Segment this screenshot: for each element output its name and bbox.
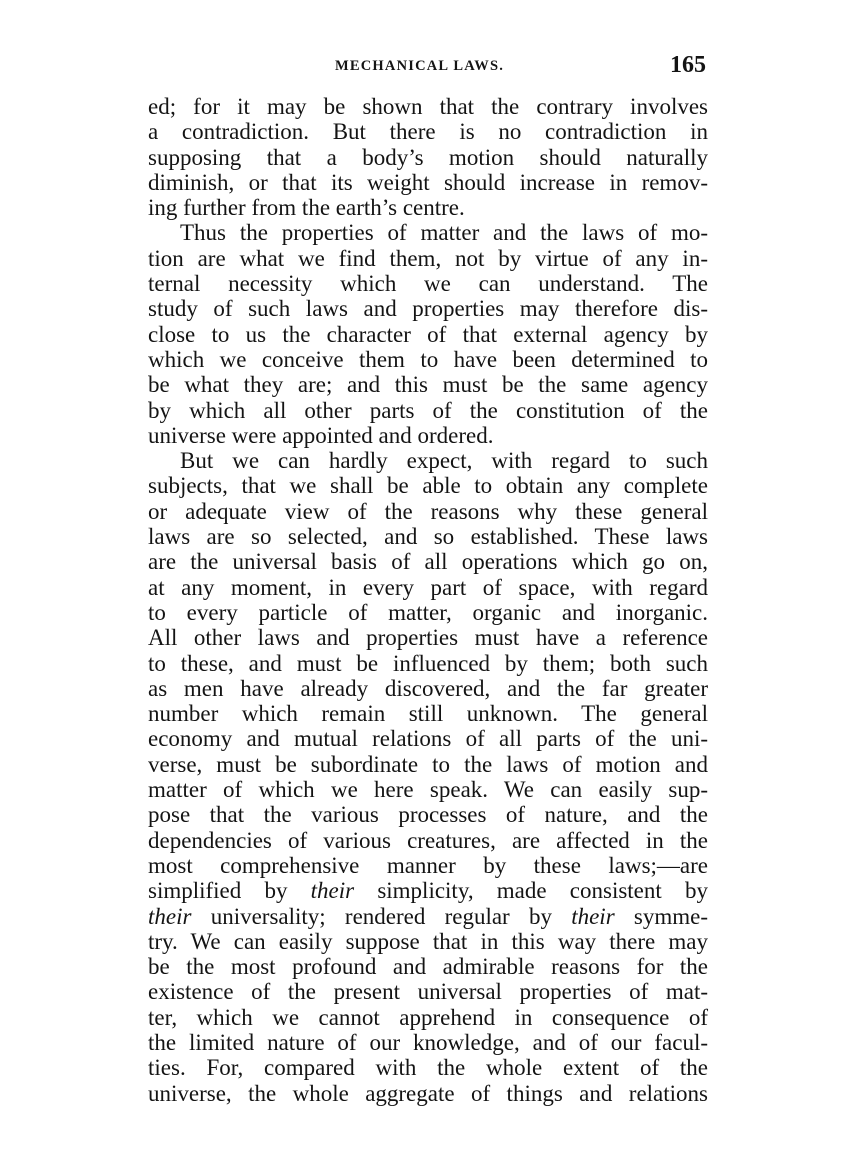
italic-run: their [571,903,615,929]
text-run: supposing that a body’s motion should naturally [148,144,708,170]
text-line [148,145,708,170]
text-line [148,575,708,600]
text-run: economy and mutual relations of all parts of the uni- [148,726,708,752]
text-run: try. We can easily suppose that in this way there may [148,928,708,954]
text-line [148,322,708,347]
text-line [148,549,708,574]
text-line [148,726,708,751]
italic-run: their [310,878,355,904]
text-line [148,473,708,498]
running-title: MECHANICAL LAWS. [335,58,505,74]
paragraph-start-line [148,448,708,473]
text-run: Thus the properties of matter and the laws of mo- [180,220,708,246]
text-run: existence of the present universal properties of mat- [148,979,708,1005]
text-run: most comprehensive manner by these laws;—are [148,852,708,878]
text-run: simplified by [148,878,311,904]
paragraph-end-line [148,195,708,220]
text-run: ternal necessity which we can understand. The [148,271,708,297]
text-run: the limited nature of our knowledge, and of our facul- [148,1029,708,1055]
text-run: verse, must be subordinate to the laws of motion and [148,751,708,777]
text-line [148,752,708,777]
text-line [148,777,708,802]
text-line [148,878,708,903]
text-line [148,1055,708,1080]
text-run: symme- [614,903,708,929]
text-run: pose that the various processes of nature, and the [148,802,708,828]
text-line [148,296,708,321]
text-line [148,676,708,701]
text-run: universality; rendered regular by [191,903,572,929]
paragraph-start-line [148,220,708,245]
text-run: ed; for it may be shown that the contrary involves [148,94,708,119]
text-line [148,802,708,827]
text-line [148,979,708,1004]
text-run: be what they are; and this must be the same agency [148,372,708,398]
text-line [148,499,708,524]
text-run: or adequate view of the reasons why these general [148,498,708,524]
text-line [148,398,708,423]
text-run: universe were appointed and ordered. [148,422,494,448]
text-run: which we conceive them to have been determined to [148,346,708,372]
text-run: ing further from the earth’s centre. [148,195,465,221]
text-run: matter of which we here speak. We can easily sup- [148,777,708,803]
text-run: as men have already discovered, and the far greater [148,675,708,701]
text-line [148,600,708,625]
text-line [148,94,708,119]
text-run: simplicity, made consistent by [354,878,708,904]
text-line [148,1030,708,1055]
text-run: a contradiction. But there is no contradiction in [148,119,708,145]
text-line [148,347,708,372]
text-run: number which remain still unknown. The general [148,701,708,727]
text-line [148,828,708,853]
text-line [148,954,708,979]
text-line [148,246,708,271]
text-run: All other laws and properties must have a reference [148,625,708,651]
text-run: at any moment, in every part of space, with regard [148,574,708,600]
text-run: by which all other parts of the constitution of the [148,397,708,423]
italic-run: their [148,903,192,929]
paragraph-end-line [148,423,708,448]
text-line [148,929,708,954]
text-line [148,372,708,397]
text-run: ter, which we cannot apprehend in consequence of [148,1004,708,1030]
text-run: laws are so selected, and so established. These laws [148,524,708,550]
text-run: to every particle of matter, organic and inorganic. [148,599,708,625]
text-run: to these, and must be influenced by them; both such [148,650,708,676]
text-line [148,651,708,676]
text-line [148,271,708,296]
text-run: universe, the whole aggregate of things and relations [148,1080,708,1106]
text-run: be the most profound and admirable reasons for the [148,954,708,980]
text-run: But we can hardly expect, with regard to such [180,448,708,474]
text-run: subjects, that we shall be able to obtain any complete [148,473,708,499]
text-line [148,524,708,549]
text-line [148,1081,708,1106]
text-run: dependencies of various creatures, are affected in the [148,827,708,853]
text-line [148,1005,708,1030]
text-run: diminish, or that its weight should increase in remov- [148,169,708,195]
body-text [148,94,708,1106]
page-number: 165 [670,52,706,78]
text-run: close to us the character of that external agency by [148,321,708,347]
text-run: ties. For, compared with the whole extent of the [148,1055,708,1081]
text-line [148,625,708,650]
text-line [148,119,708,144]
text-line [148,904,708,929]
running-head [148,52,708,82]
text-run: study of such laws and properties may therefore dis- [148,296,708,322]
text-line [148,701,708,726]
text-line [148,853,708,878]
text-run: are the universal basis of all operations which go on, [148,549,708,575]
text-line [148,170,708,195]
text-run: tion are what we find them, not by virtue of any in- [148,245,708,271]
